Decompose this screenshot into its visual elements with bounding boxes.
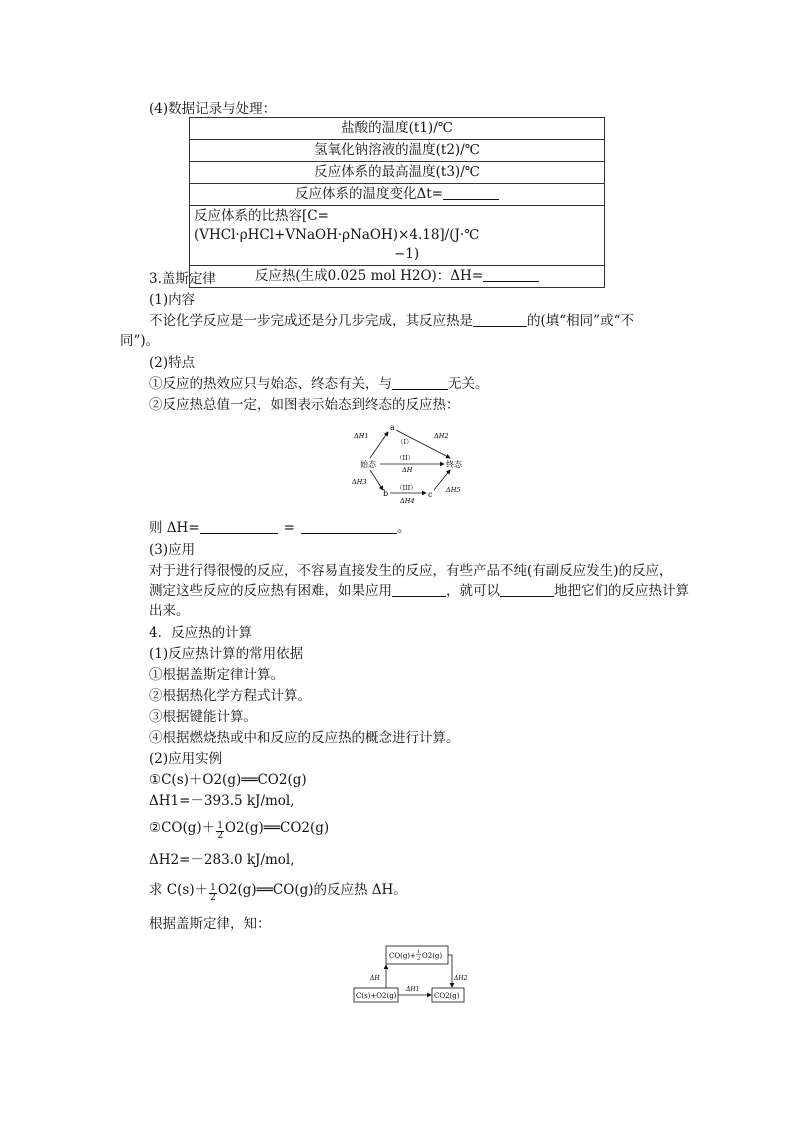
box-c-o2-text: C(s)+O2(g): [356, 992, 397, 1000]
feature1-text-a: ①反应的热效应只与始态、终态有关，与: [149, 376, 392, 392]
label-dh2: ΔH2: [454, 975, 468, 982]
enthalpy-2: ΔH2=－283.0 kJ/mol,: [149, 852, 295, 868]
fraction-denominator: 2: [217, 831, 223, 841]
table-row: [190, 140, 605, 162]
table-row: [190, 184, 605, 206]
hess-content-line1: [149, 311, 634, 331]
label-dh: ΔH: [402, 466, 413, 474]
fraction-denominator: 2: [210, 893, 216, 903]
table-cell-max-temp: 反应体系的最高温度(t3)/℃: [190, 162, 605, 184]
hess-result-line: [149, 518, 410, 538]
enthalpy-1: ΔH1=－393.5 kJ/mol,: [149, 793, 295, 809]
label-route-i: （I）: [397, 438, 413, 446]
question-text-a: 求 C(s)＋: [149, 882, 209, 898]
fraction-numerator: 1: [217, 821, 223, 831]
box-co-half-den: 2: [417, 956, 421, 962]
answer-blank[interactable]: [301, 519, 397, 534]
calc-title: 4．反应热的计算: [149, 625, 253, 641]
node-a: a: [390, 423, 395, 432]
answer-blank[interactable]: [392, 375, 448, 390]
label-route-iii: （III）: [396, 484, 417, 492]
fraction-numerator: 1: [210, 883, 216, 893]
hess-content-line2: 同”)。: [120, 333, 160, 349]
table-row: [190, 118, 605, 140]
label-dh1: ΔH1: [406, 986, 420, 993]
hess-application-line3: 出来。: [149, 603, 190, 619]
app-text-a: 测定这些反应的反应热有困难，如果应用: [149, 583, 392, 599]
node-b: b: [383, 489, 389, 498]
label-dh: ΔH: [370, 975, 380, 982]
content-text-b: 的(填“相同”或“不: [527, 313, 634, 329]
label-route-ii: （II）: [396, 454, 415, 462]
answer-blank[interactable]: [443, 185, 499, 200]
table-cell-heat-capacity: [190, 206, 605, 266]
calc-basis-2: ②根据热化学方程式计算。: [149, 688, 311, 704]
result-text-a: 则 ΔH=: [149, 520, 200, 536]
app-text-c: 地把它们的反应热计算: [554, 583, 689, 599]
label-dh2: ΔH2: [434, 432, 449, 440]
table-row: [190, 206, 605, 266]
answer-blank[interactable]: [483, 267, 539, 282]
hess-application-heading: (3)应用: [149, 542, 196, 558]
table-cell-reaction-heat: [190, 266, 605, 288]
eq2-text-b: O2(g)══CO2(g): [224, 820, 330, 836]
app-text-b: ，就可以: [446, 583, 500, 599]
hess-feature-heading: (2)特点: [149, 355, 196, 371]
box-co-text-b: O2(g): [422, 952, 443, 960]
calc-basis-1: ①根据盖斯定律计算。: [149, 667, 284, 683]
table-row: [190, 162, 605, 184]
data-record-table: [189, 117, 605, 288]
result-text-b: =: [283, 520, 295, 536]
question-text-b: O2(g)══CO(g)的反应热 ΔH。: [217, 882, 407, 898]
answer-blank[interactable]: [392, 582, 446, 597]
table-cell-temp-change: [190, 184, 605, 206]
node-c: c: [428, 490, 433, 499]
equation-1: ①C(s)＋O2(g)══CO2(g): [149, 772, 307, 788]
box-co-half-num: 1: [417, 949, 421, 955]
label-dh5: ΔH5: [446, 486, 461, 494]
label-dh4: ΔH4: [400, 497, 415, 505]
hess-feature-2: ②反应热总值一定，如图表示始态到终态的反应热：: [149, 397, 460, 413]
equation-2: [149, 818, 329, 841]
answer-blank[interactable]: [500, 582, 554, 597]
arrow-start-to-b: [370, 470, 383, 490]
box-co-text-a: CO(g)+: [389, 952, 416, 960]
hess-content-heading: (1)内容: [149, 292, 196, 308]
table-row: [190, 266, 605, 288]
arrow-start-to-a: [370, 432, 388, 458]
question-line: [149, 880, 407, 903]
eq2-text-a: ②CO(g)＋: [149, 820, 216, 836]
reaction-heat-label: 反应热(生成0.025 mol H2O)：ΔH=: [254, 268, 484, 284]
energy-cycle-diagram: [340, 940, 480, 1010]
fraction-half: [216, 822, 224, 841]
calc-basis-heading: (1)反应热计算的常用依据: [149, 646, 304, 662]
calc-basis-4: ④根据燃烧热或中和反应的反应热的概念进行计算。: [149, 730, 460, 746]
temp-change-label: 反应体系的温度变化Δt=: [295, 186, 443, 202]
box-co2-text: CO2(g): [434, 992, 460, 1000]
table-cell-naoh-temp: 氢氧化钠溶液的温度(t2)/℃: [190, 140, 605, 162]
hess-application-line2: [149, 581, 689, 601]
answer-blank[interactable]: [473, 312, 527, 327]
table-cell-hcl-temp: 盐酸的温度(t1)/℃: [190, 118, 605, 140]
hess-cycle-diagram: [350, 420, 480, 510]
heat-capacity-line1: 反应体系的比热容[C=(VHCl·ρHCl+VNaOH·ρNaOH)×4.18]/(J·℃: [194, 208, 480, 243]
hess-law-title: 3.盖斯定律: [149, 271, 216, 287]
answer-blank[interactable]: [200, 519, 278, 534]
calc-basis-3: ③根据键能计算。: [149, 709, 257, 725]
result-text-c: 。: [396, 520, 411, 536]
calc-example-heading: (2)应用实例: [149, 751, 223, 767]
label-dh1: ΔH1: [354, 432, 369, 440]
hess-feature-1: [149, 374, 489, 394]
conclusion-line: 根据盖斯定律，知：: [149, 916, 271, 932]
hess-application-line1: 对于进行得很慢的反应，不容易直接发生的反应，有些产品不纯(有副反应发生)的反应，: [149, 563, 673, 579]
section-4-heading: (4)数据记录与处理：: [149, 101, 277, 117]
feature1-text-b: 无关。: [448, 376, 489, 392]
label-dh3: ΔH3: [352, 478, 367, 486]
fraction-half: [209, 884, 217, 903]
heat-capacity-line2: −1): [394, 246, 420, 262]
content-text-a: 不论化学反应是一步完成还是分几步完成，其反应热是: [149, 313, 473, 329]
node-end: 终态: [446, 460, 462, 469]
arrow-co-to-co2: [448, 955, 452, 987]
node-start: 始态: [360, 460, 376, 469]
